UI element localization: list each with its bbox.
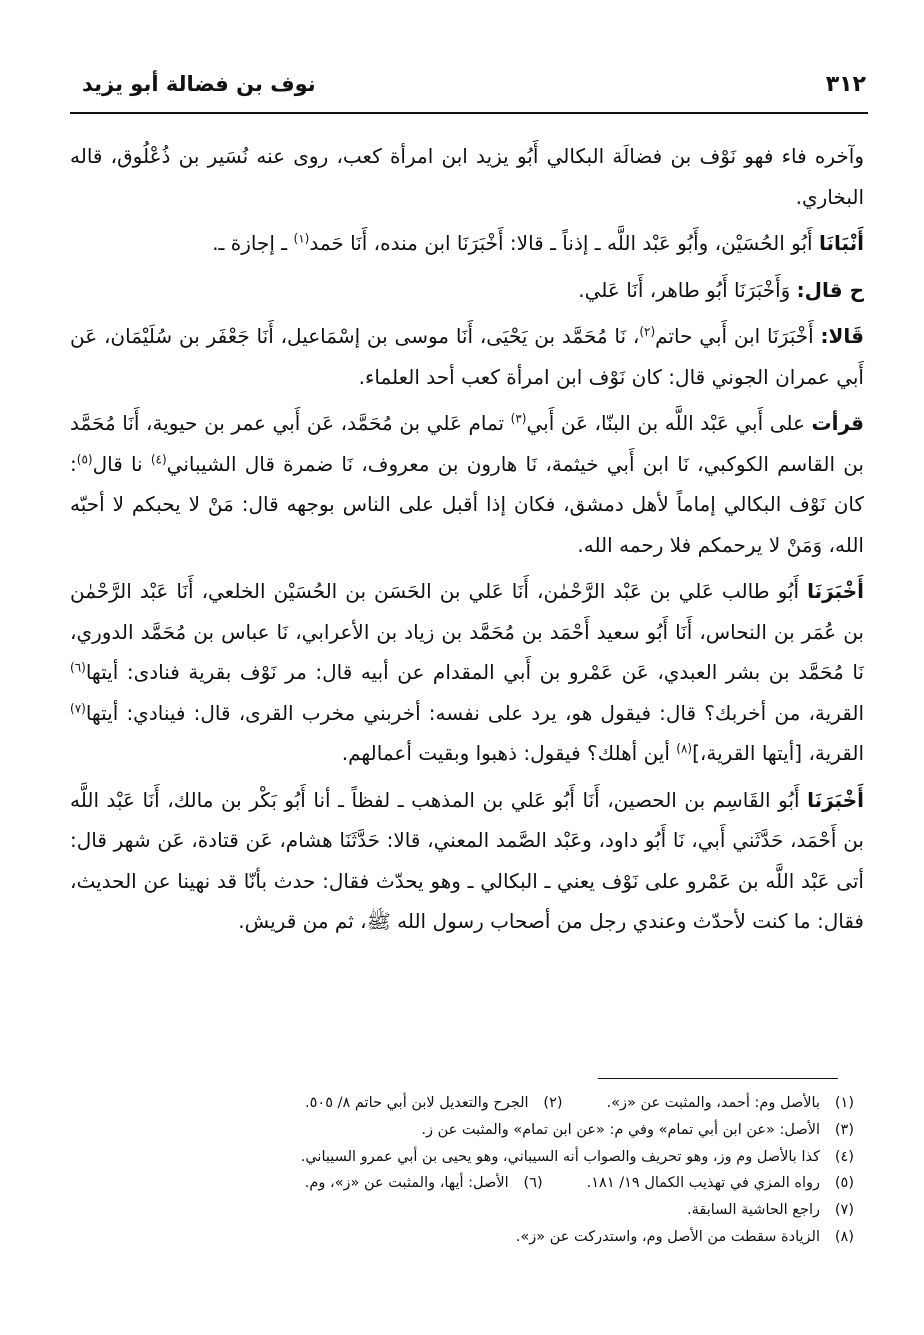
footnote-separator — [598, 1078, 838, 1079]
footnote-number: (١) — [834, 1095, 854, 1111]
page-header — [82, 72, 866, 108]
footnote-line — [150, 1117, 854, 1144]
footnote-ref: (١) — [293, 231, 310, 246]
footnote-line — [150, 1144, 854, 1171]
footnote-ref: (٥) — [76, 451, 93, 466]
footnote-number: (٣) — [834, 1121, 854, 1138]
footnote-ref: (٦) — [70, 660, 86, 675]
footnote-text: الجرح والتعديل لابن أبي حاتم ٨/ ٥٠٥. — [305, 1095, 529, 1111]
footnote-line — [150, 1090, 854, 1117]
main-text — [70, 136, 864, 948]
paragraph-text: أين أهلك؟ فيقول: ذهبوا وبقيت أعمالهم. — [341, 741, 677, 765]
paragraph-text: على أَبي عَبْد اللَّه بن البنّا، عَن أَبي — [526, 411, 812, 435]
paragraph-text: تمام عَلي بن مُحَمَّد، عَن أَبي عمر بن حيوية، أَنَا مُحَمَّد بن القاسم الكوكبي، نَا ابن أَبي خيثمة، نَا هارون بن معروف، نَا ضمرة قال الشيباني — [70, 411, 864, 476]
footnote-number: (٦) — [523, 1175, 543, 1192]
paragraph-lead: قرأت — [811, 411, 864, 435]
footnote-ref: (٨) — [676, 741, 693, 756]
footnote-ref: (٧) — [70, 700, 86, 715]
paragraph-text: القرية، من أخربك؟ قال: فيقول هو، يرد على نفسه: أخربني مخرب القرى، قال: فينادي: أيتها — [85, 700, 864, 725]
paragraph — [70, 270, 864, 311]
footnote-text: راجع الحاشية السابقة. — [686, 1202, 820, 1219]
footnotes — [150, 1090, 854, 1251]
running-title: نوف بن فضالة أبو يزيد — [82, 72, 316, 96]
footnote-ref: (٢) — [639, 324, 656, 339]
paragraph-lead: ح قال: — [796, 277, 864, 302]
footnote-line — [150, 1197, 854, 1224]
paragraph-text: وآخره فاء فهو نَوْف بن فضالَة البكالي أَبُو يزيد ابن امرأة كعب، روى عنه نُسَير بن ذُعْلُوق، قاله البخاري. — [70, 144, 864, 209]
header-rule — [70, 112, 868, 114]
paragraph — [70, 136, 864, 217]
page-number: ٣١٢ — [825, 72, 866, 97]
footnote-text: كذا بالأصل وم وز، وهو تحريف والصواب أنه السيباني، وهو يحيى بن أبي عمرو السيباني. — [300, 1148, 820, 1165]
paragraph-text: : كان نَوْف البكالي إماماً لأهل دمشق، فكان إذا أقبل على الناس بوجهه قال: مَنْ لا يحبكم لا أحبّه الله، وَمَنْ لا يرحمكم فلا رحمه الله. — [70, 451, 864, 557]
paragraph-lead: أَخْبَرَنَا — [807, 787, 864, 812]
footnote-line — [150, 1224, 854, 1251]
paragraph — [70, 316, 864, 397]
paragraph-text: أَبُو طالب عَلي بن عَبْد الرَّحْمٰن، أَنَا عَلي بن الحَسَن بن الحُسَيْن الخلعي، أَنَا عَبْد الرَّحْمٰن بن عُمَر بن النحاس، أَنَا أَبُو سعيد أَحْمَد بن مُحَمَّد بن زياد بن الأعرابي، نَا عباس بن مُحَمَّد الدوري، نَا مُحَمَّد بن بشر العبدي، عَن عَمْرو بن أَبي المقدام عن أبيه قال: مر نَوْف بقرية فنادى: أيتها — [70, 579, 864, 684]
footnote-number: (٤) — [834, 1148, 854, 1165]
paragraph-text: أَبُو الحُسَيْن، وأَبُو عَبْد اللَّه ـ إذناً ـ قالا: أَخْبَرَنَا ابن منده، أَنَا حَمد — [309, 231, 819, 255]
footnote-text: الزيادة سقطت من الأصل وم، واستدركت عن «ز». — [515, 1228, 820, 1245]
paragraph-text: أَخْبَرَنَا ابن أَبي حاتم — [655, 324, 821, 348]
footnote-text: رواه المزي في تهذيب الكمال ١٩/ ١٨١. — [586, 1175, 820, 1192]
footnote-ref: (٣) — [510, 411, 527, 426]
paragraph-text: ، نَا مُحَمَّد بن يَحْيَى، أَنَا موسى بن إسْمَاعيل، أَنَا جَعْفَر بن سُلَيْمَان، عَن أَبي عمران الجوني قال: كان نَوْف ابن امرأة كعب أحد العلماء. — [70, 324, 864, 389]
paragraph-text: أَبُو القَاسِم بن الحصين، أَنَا أَبُو عَلي بن المذهب ـ لفظاً ـ أنا أَبُو بَكْر بن مالك، أَنَا عَبْد اللَّه بن أَحْمَد، حَدَّثَني أَبي، نَا أَبُو داود، وعَبْد الصَّمد المعني، قالا: حَدَّثَنَا هشام، عَن قتادة، عَن شهر قال: أتى عَبْد اللَّه بن عَمْرو على نَوْف يعني ـ البكالي ـ وهو يحدّث فقال: حدث بأنّا قد نهينا عن الحديث، فقال: ما كنت لأحدّث وعندي رجل من أصحاب رسول الله ﷺ، ثم من قريش. — [70, 787, 864, 933]
footnote-text: الأصل: «عن ابن أبي تمام» وفي م: «عن ابن تمام» والمثبت عن ز. — [421, 1121, 820, 1138]
paragraph — [70, 403, 864, 565]
paragraph-text: نا قال — [92, 451, 151, 476]
footnote-number: (٥) — [834, 1175, 854, 1192]
paragraph — [70, 571, 864, 774]
paragraph-lead: قَالا: — [820, 324, 865, 348]
paragraph-text: وَأَخْبَرَنَا أَبُو طاهر، أَنَا عَلي. — [578, 277, 797, 302]
footnote-number: (٨) — [834, 1228, 854, 1245]
paragraph — [70, 780, 864, 942]
footnote-number: (٧) — [834, 1202, 854, 1219]
paragraph-text: ـ إجازة ـ. — [212, 231, 294, 255]
paragraph-lead: أَخْبَرَنَا — [807, 579, 864, 603]
footnote-number: (٢) — [543, 1095, 563, 1111]
footnote-ref: (٤) — [150, 451, 167, 466]
footnote-text: الأصل: أيها، والمثبت عن «ز»، وم. — [304, 1175, 509, 1192]
paragraph — [70, 223, 864, 264]
footnote-line — [150, 1170, 854, 1197]
paragraph-lead: أَنْبَانَا — [818, 231, 864, 255]
paragraph-text: القرية، [أيتها القرية،] — [692, 741, 864, 765]
footnote-text: بالأصل وم: أحمد، والمثبت عن «ز». — [606, 1095, 820, 1111]
